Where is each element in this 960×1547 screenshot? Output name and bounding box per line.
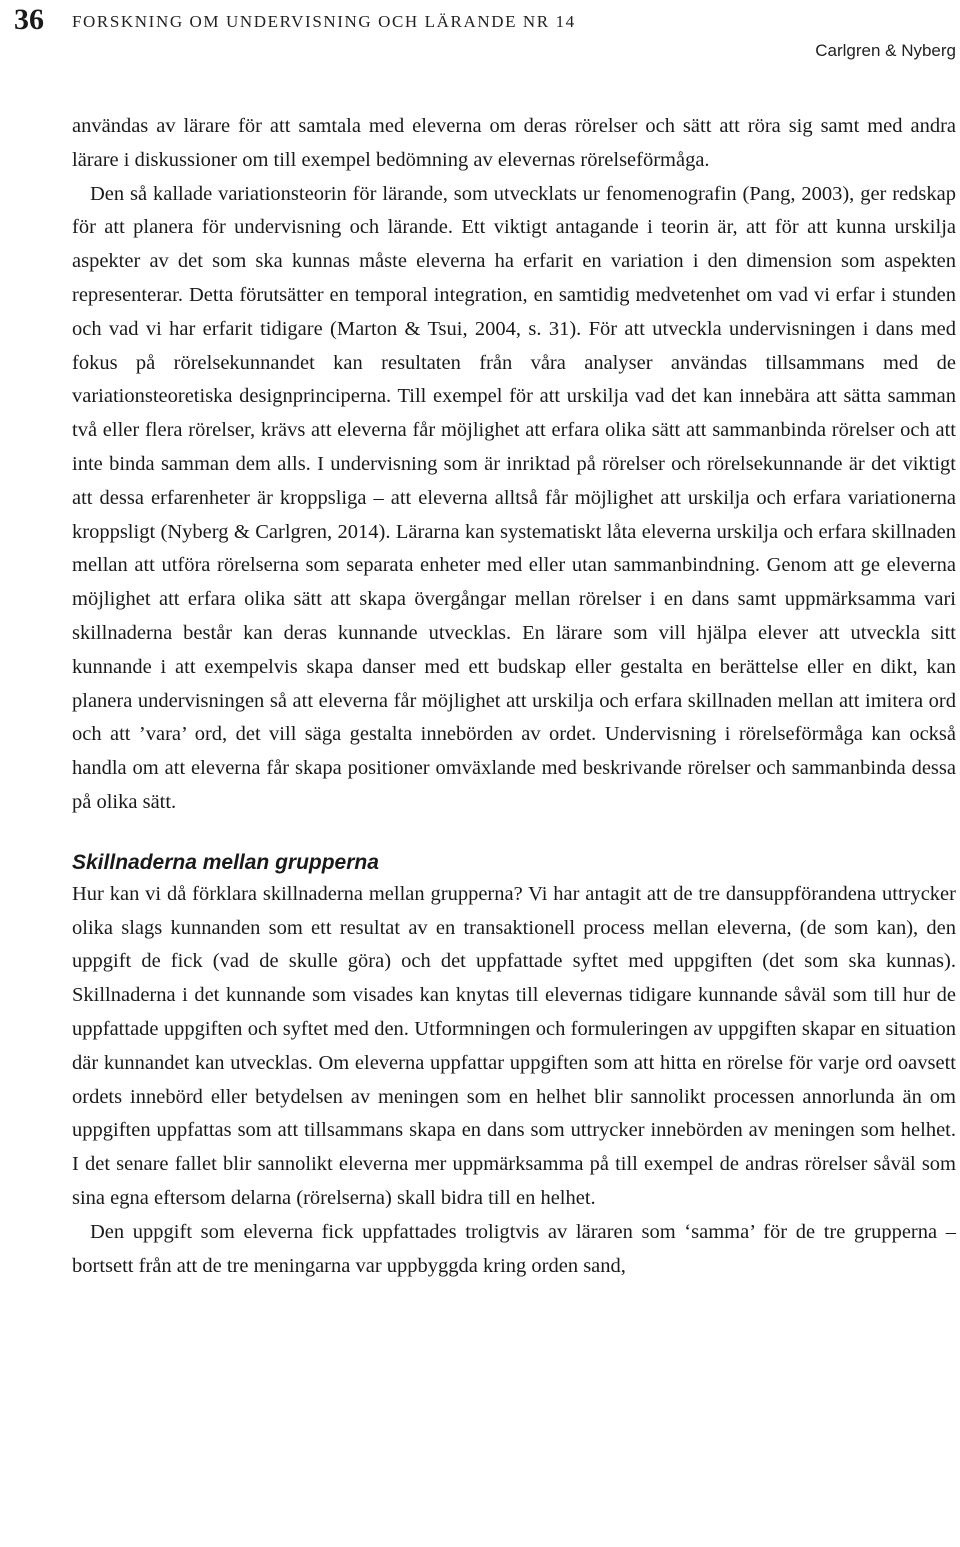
page-number: 36 [14, 3, 44, 36]
section-heading: Skillnaderna mellan grupperna [72, 850, 379, 874]
article-body [72, 110, 956, 1283]
running-header: FORSKNING OM UNDERVISNING OCH LÄRANDE NR 14 [72, 12, 576, 31]
paragraph-variation-theory: Den så kallade variationsteorin för lärande, som utvecklats ur fenomenografin (Pang, 2003), ger redskap för att planera för undervisning och lärande. Ett viktigt antagande i teorin är, att för att kunna urskilja aspekter av det som ska kunnas måste eleverna ha erfarit en variation i den dimension som aspekten representerar. Detta förutsätter en temporal integration, en samtidig medvetenhet om vad vi erfar i stunden och vad vi har erfarit tidigare (Marton & Tsui, 2004, s. 31). För att utveckla undervisningen i dans med fokus på rörelsekunnandet kan resultaten från våra analyser användas tillsammans med de variationsteoretiska designprinciperna. Till exempel för att urskilja vad det kan innebära att sätta samman två eller flera rörelser, krävs att eleverna får möjlighet att erfara olika sätt att sammanbinda rörelser och att inte binda samman dem alls. I undervisning som är inriktad på rörelser och rörelsekunnande är det viktigt att dessa erfarenheter är kroppsliga – att eleverna alltså får möjlighet att urskilja och erfara variationerna kroppsligt (Nyberg & Carlgren, 2014). Lärarna kan systematiskt låta eleverna urskilja och erfara skillnaden mellan att utföra rörelserna som separata enheter med eller utan sammanbindning. Genom att ge eleverna möjlighet att erfara olika sätt att skapa övergångar mellan rörelser i en dans samt uppmärksamma vari skillnaderna består kan deras kunnande utvecklas. En lärare som vill hjälpa elever att utveckla sitt kunnande i att exempelvis skapa danser med ett budskap eller gestalta en berättelse eller en dikt, kan planera undervisningen så att eleverna får möjlighet att urskilja och erfara skillnaden mellan att imitera ord och att ’vara’ ord, det vill säga gestalta innebörden av ordet. Undervisning i rörelseförmåga kan också handla om att eleverna får skapa positioner omväxlande med beskrivande rörelser och sammanbinda dessa på olika sätt. [72, 182, 956, 813]
paragraph-task: Den uppgift som eleverna fick uppfattades troligtvis av läraren som ‘samma’ för de tre grupperna – bortsett från att de tre meningarna var uppbyggda kring orden sand, [72, 1220, 956, 1277]
paragraph-group-differences: Hur kan vi då förklara skillnaderna mellan grupperna? Vi har antagit att de tre dansuppförandena uttrycker olika slags kunnanden som ett resultat av en transaktionell process mellan eleverna, (de som kan), den uppgift de fick (vad de skulle göra) och det uppfattade syftet med uppgiften (det som ska kunnas). Skillnaderna i det kunnande som visades kan knytas till elevernas tidigare kunnande såväl som till hur de uppfattade uppgiften och syftet med den. Utformningen och formuleringen av uppgiften skapar en situation där kunnandet kan utvecklas. Om eleverna uppfattar uppgiften som att hitta en rörelse för varje ord oavsett ordets innebörd eller betydelsen av meningen som en helhet blir sannolikt processen annorlunda än om uppgiften uppfattas som att tillsammans skapa en dans som uttrycker innebörden av meningen som helhet. I det senare fallet blir sannolikt eleverna mer uppmärksamma på till exempel de andras rörelser såväl som sina egna eftersom delarna (rörelserna) skall bidra till en helhet. [72, 882, 956, 1209]
authors-header: Carlgren & Nyberg [815, 41, 956, 60]
paragraph-continuation: användas av lärare för att samtala med eleverna om deras rörelser och sätt att röra sig samt med andra lärare i diskussioner om till exempel bedömning av elevernas rörelseförmåga. [72, 115, 956, 171]
